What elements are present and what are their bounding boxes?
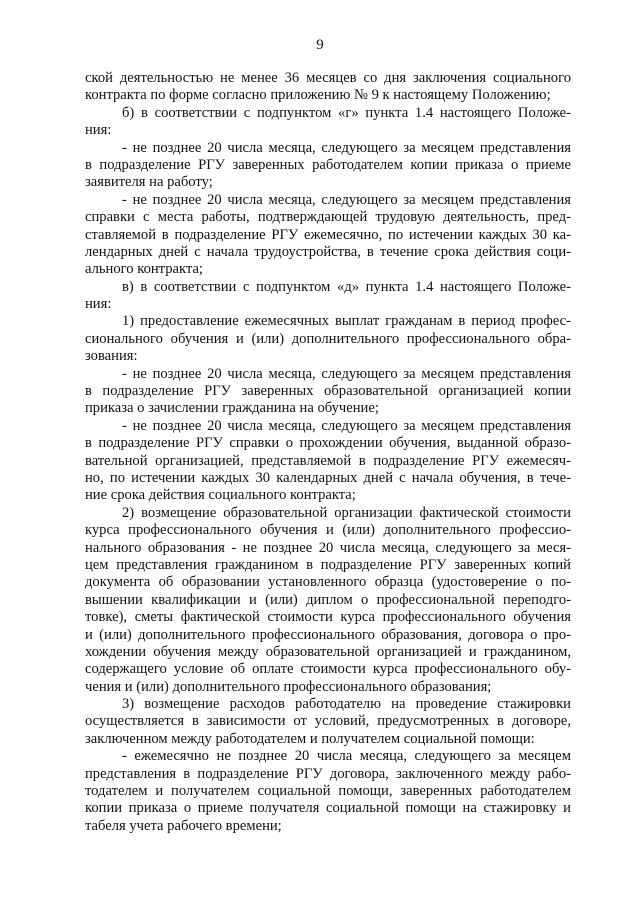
text-line: товке), сметы фактической стоимости курса профессионального обучения xyxy=(85,609,571,626)
text-line: ние срока действия социального контракта; xyxy=(85,487,356,504)
text-line: курса профессионального обучения и (или) дополнительного профессио- xyxy=(85,522,571,539)
text-line: приказа о зачислении гражданина на обучение; xyxy=(85,400,379,417)
text-line: нального образования - не позднее 20 числа месяца, следующего за меся- xyxy=(85,539,571,556)
text-line: ской деятельностью не менее 36 месяцев со дня заключения социального xyxy=(85,70,571,86)
text-line: заключенном между работодателем и получателем социальной помощи: xyxy=(85,730,535,747)
text-line: в подразделение РГУ заверенных образовательной организацией копии xyxy=(85,383,571,400)
text-line: лендарных дней с начала трудоустройства, в течение срока действия соци- xyxy=(85,243,571,260)
text-line: ния: xyxy=(85,122,112,139)
text-line: - не позднее 20 числа месяца, следующего за месяцем представления xyxy=(122,417,571,434)
text-line: ального контракта; xyxy=(85,261,203,278)
text-line: цем представления гражданином в подразделение РГУ заверенных копий xyxy=(85,556,571,573)
text-line: в) в соответствии с подпунктом «д» пункта 1.4 настоящего Положе- xyxy=(122,278,571,295)
text-line: в подразделение РГУ справки о прохождении обучения, выданной образо- xyxy=(85,435,571,452)
text-line: копии приказа о приеме получателя социальной помощи на стажировку и xyxy=(85,800,571,817)
text-line: хождении обучения между образовательной организацией и гражданином, xyxy=(85,643,571,660)
text-line: 3) возмещение расходов работодателю на проведение стажировки xyxy=(122,696,571,713)
document-body xyxy=(85,70,571,835)
text-line: вательной организацией, представляемой в подразделение РГУ ежемесяч- xyxy=(85,452,571,469)
text-line: табеля учета рабочего времени; xyxy=(85,817,282,834)
text-line: осуществляется в зависимости от условий, предусмотренных в договоре, xyxy=(85,713,571,730)
text-line: б) в соответствии с подпунктом «г» пункта 1.4 настоящего Положе- xyxy=(122,104,571,121)
text-line: представления в подразделение РГУ договора, заключенного между рабо- xyxy=(85,765,571,782)
text-line: 1) предоставление ежемесячных выплат гражданам в период профес- xyxy=(122,313,571,330)
text-line: - не позднее 20 числа месяца, следующего за месяцем представления xyxy=(122,365,571,382)
text-line: документа об образовании установленного образца (удостоверение о по- xyxy=(85,574,571,591)
text-line: но, по истечении каждых 30 календарных дней с начала обучения, в тече- xyxy=(85,469,571,486)
text-line: сионального обучения и (или) дополнительного профессионального обра- xyxy=(85,330,571,347)
text-line: ставляемой в подразделение РГУ ежемесячно, по истечении каждых 30 ка- xyxy=(85,226,571,243)
text-line: содержащего условие об оплате стоимости курса профессионального обу- xyxy=(85,661,571,678)
text-line: вышении квалификации и (или) диплом о профессиональной переподго- xyxy=(85,591,571,608)
text-line: 2) возмещение образовательной организации фактической стоимости xyxy=(122,504,571,521)
text-line: - ежемесячно не позднее 20 числа месяца, следующего за месяцем xyxy=(122,748,571,765)
text-line: - не позднее 20 числа месяца, следующего за месяцем представления xyxy=(122,191,571,208)
text-line: в подразделение РГУ заверенных работодателем копии приказа о приеме xyxy=(85,156,571,173)
text-line: ния: xyxy=(85,296,112,313)
text-line: чения и (или) дополнительного профессионального образования; xyxy=(85,678,492,695)
text-line: и (или) дополнительного профессионального образования, договора о про- xyxy=(85,626,571,643)
text-line: тодателем и получателем социальной помощи, заверенных работодателем xyxy=(85,783,571,800)
text-line: - не позднее 20 числа месяца, следующего за месяцем представления xyxy=(122,139,571,156)
text-line: справки с места работы, подтверждающей трудовую деятельность, пред- xyxy=(85,209,571,226)
text-line: зования: xyxy=(85,348,138,365)
text-line: заявителя на работу; xyxy=(85,174,213,191)
page-number: 9 xyxy=(316,37,324,53)
text-line: контракта по форме согласно приложению № 9 к настоящему Положению; xyxy=(85,87,551,104)
